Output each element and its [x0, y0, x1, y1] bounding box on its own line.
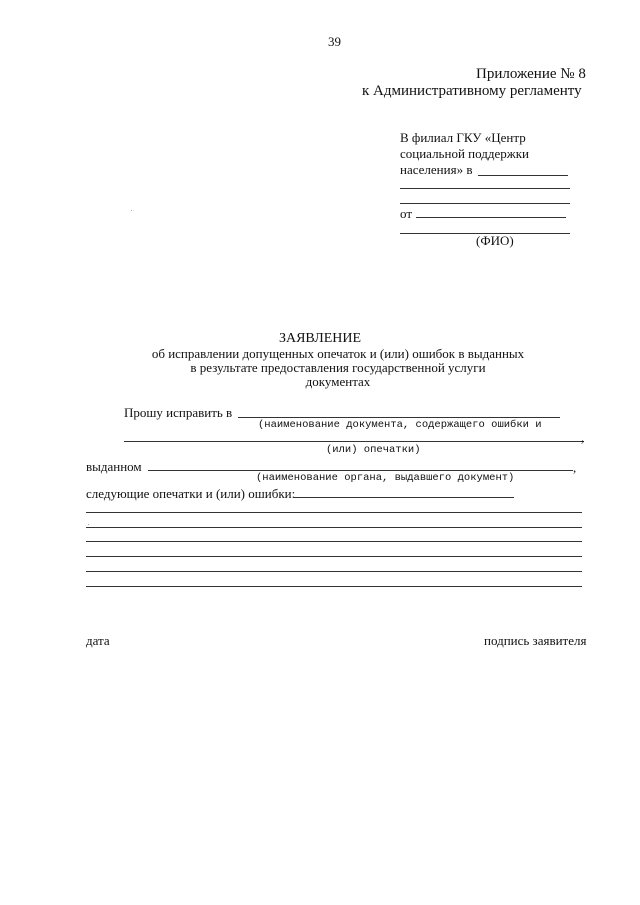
- issuer-comma: ,: [573, 460, 577, 475]
- document-comma: ,: [581, 430, 585, 445]
- from-label: от: [400, 206, 413, 221]
- statement-subtitle-3: документах: [305, 374, 371, 389]
- errors-field-line-4[interactable]: [86, 556, 582, 557]
- addressee-line-3: населения» в: [400, 162, 473, 177]
- statement-subtitle-2: в результате предоставления государственной услуги: [190, 360, 486, 375]
- document-hint-1: (наименование документа, содержащего ошибки и: [258, 419, 542, 431]
- appendix-subtitle: к Административному регламенту: [362, 83, 582, 99]
- errors-field-line-1[interactable]: [86, 512, 582, 513]
- signature-label: подпись заявителя: [484, 633, 587, 648]
- document-field-line-2[interactable]: [124, 441, 584, 442]
- issued-label: выданном: [86, 459, 142, 474]
- errors-field-line-0[interactable]: [294, 497, 514, 498]
- date-label: дата: [86, 633, 110, 648]
- request-label: Прошу исправить в: [124, 405, 233, 420]
- errors-field-line-5[interactable]: [86, 571, 582, 572]
- errors-field-line-2[interactable]: [86, 527, 582, 528]
- addressee-field-line-2[interactable]: [400, 203, 570, 204]
- addressee-line-1: В филиал ГКУ «Центр: [400, 130, 526, 145]
- statement-title: ЗАЯВЛЕНИЕ: [278, 331, 362, 346]
- page-number: 39: [328, 34, 341, 49]
- branch-field-line[interactable]: [478, 175, 568, 176]
- document-hint-2: (или) опечатки): [326, 444, 421, 456]
- scan-speck: [88, 524, 89, 525]
- issuer-field-line[interactable]: [148, 470, 573, 471]
- addressee-line-2: социальной поддержки: [400, 146, 529, 161]
- statement-subtitle-1: об исправлении допущенных опечаток и (или) ошибок в выданных: [151, 346, 525, 361]
- issuer-hint: (наименование органа, выдавшего документ): [256, 472, 515, 484]
- errors-field-line-6[interactable]: [86, 586, 582, 587]
- scan-speck: [131, 210, 132, 211]
- fio-label: (ФИО): [476, 233, 514, 248]
- errors-label: следующие опечатки и (или) ошибки:: [86, 486, 296, 501]
- appendix-title: Приложение № 8: [476, 66, 586, 82]
- addressee-field-line-1[interactable]: [400, 188, 570, 189]
- from-field-line[interactable]: [416, 217, 566, 218]
- errors-field-line-3[interactable]: [86, 541, 582, 542]
- document-field-line-1[interactable]: [238, 417, 560, 418]
